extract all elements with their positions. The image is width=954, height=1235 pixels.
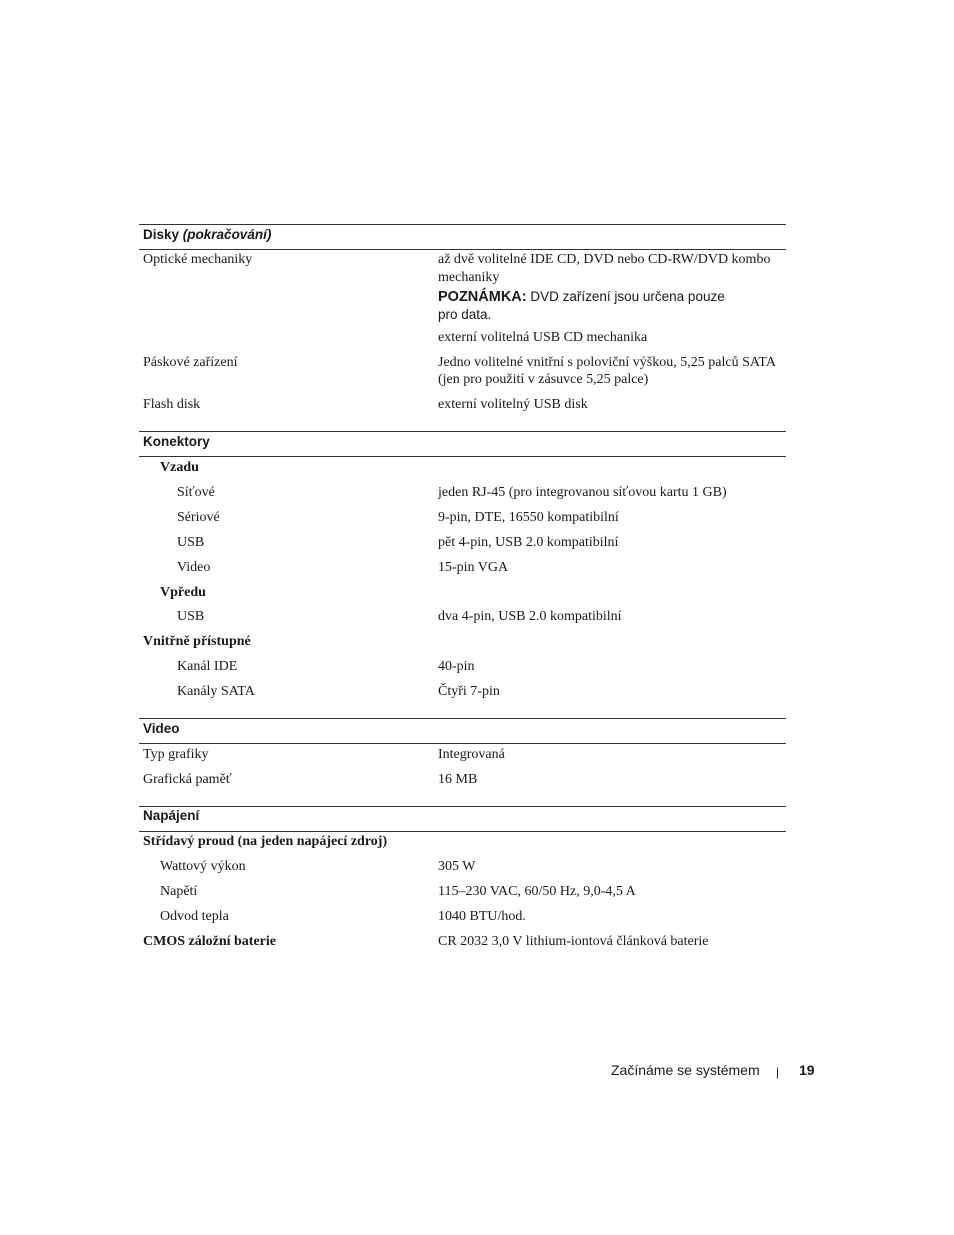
row-value-video-port: 15-pin VGA: [438, 560, 509, 575]
section-header-rule: [139, 831, 786, 832]
footer-separator: |: [776, 1065, 780, 1079]
row-label-video-port: Video: [177, 560, 211, 575]
row-value-paskove-line1: Jedno volitelné vnitřní s poloviční výškou, 5,25 palců SATA: [438, 355, 776, 370]
section-heading-video: Video: [143, 721, 180, 736]
row-value-flash: externí volitelný USB disk: [438, 397, 588, 412]
section-top-rule: [139, 718, 786, 719]
subheading-vpredu: Vpředu: [160, 585, 206, 600]
row-label-paskove: Páskové zařízení: [143, 355, 238, 370]
row-label-seriove: Sériové: [177, 510, 220, 525]
section-top-rule: [139, 431, 786, 432]
section-heading-konektory: Konektory: [143, 434, 210, 449]
row-value-wattovy: 305 W: [438, 859, 476, 874]
row-value-ide: 40-pin: [438, 659, 475, 674]
page-number: 19: [799, 1062, 815, 1078]
row-value-usb-cd: externí volitelná USB CD mechanika: [438, 330, 648, 345]
row-label-typ-grafiky: Typ grafiky: [143, 747, 209, 762]
row-value-opticke-line2: mechaniky: [438, 270, 500, 285]
row-label-odvod-tepla: Odvod tepla: [160, 909, 229, 924]
row-label-napeti: Napětí: [160, 884, 198, 899]
row-value-sitove: jeden RJ-45 (pro integrovanou síťovou kartu 1 GB): [438, 485, 727, 500]
row-label-graficka-pamet: Grafická paměť: [143, 772, 232, 787]
row-value-opticke-line1: až dvě volitelné IDE CD, DVD nebo CD-RW/DVD kombo: [438, 252, 771, 267]
subheading-vzadu: Vzadu: [160, 460, 199, 475]
row-value-paskove-line2: (jen pro použití v zásuvce 5,25 palce): [438, 372, 649, 387]
row-value-sata: Čtyři 7-pin: [438, 684, 500, 699]
section-top-rule: [139, 806, 786, 807]
section-header-rule: [139, 743, 786, 744]
row-label-usb-rear: USB: [177, 535, 205, 550]
row-value-seriove: 9-pin, DTE, 16550 kompatibilní: [438, 510, 619, 525]
note-text-line2: pro data.: [438, 307, 492, 322]
subheading-vnitrne: Vnitřně přístupné: [143, 634, 251, 649]
row-value-graficka-pamet: 16 MB: [438, 772, 478, 787]
note-label: POZNÁMKA:: [438, 289, 527, 305]
section-header-rule: [139, 456, 786, 457]
row-label-cmos: CMOS záložní baterie: [143, 934, 276, 949]
row-label-ide: Kanál IDE: [177, 659, 238, 674]
row-label-usb-front: USB: [177, 609, 205, 624]
note-dvd: [438, 288, 725, 306]
subheading-stridavy-proud: Střídavý proud (na jeden napájecí zdroj): [143, 834, 388, 849]
note-text-line1: DVD zařízení jsou určena pouze: [526, 289, 725, 304]
row-value-odvod-tepla: 1040 BTU/hod.: [438, 909, 526, 924]
row-label-wattovy: Wattový výkon: [160, 859, 246, 874]
section-heading-disky: Disky (pokračování): [143, 227, 272, 242]
footer-title: Začínáme se systémem: [611, 1062, 760, 1078]
row-label-sitove: Síťové: [177, 485, 215, 500]
row-value-napeti: 115–230 VAC, 60/50 Hz, 9,0-4,5 A: [438, 884, 636, 899]
section-heading-napajeni: Napájení: [143, 808, 200, 823]
row-value-typ-grafiky: Integrovaná: [438, 747, 505, 762]
section-top-rule: [139, 224, 786, 225]
section-header-rule: [139, 249, 786, 250]
row-label-sata: Kanály SATA: [177, 684, 255, 699]
row-label-opticke: Optické mechaniky: [143, 252, 253, 267]
row-value-usb-rear: pět 4-pin, USB 2.0 kompatibilní: [438, 535, 619, 550]
row-value-usb-front: dva 4-pin, USB 2.0 kompatibilní: [438, 609, 622, 624]
row-value-cmos: CR 2032 3,0 V lithium-iontová článková baterie: [438, 934, 709, 949]
row-label-flash: Flash disk: [143, 397, 201, 412]
